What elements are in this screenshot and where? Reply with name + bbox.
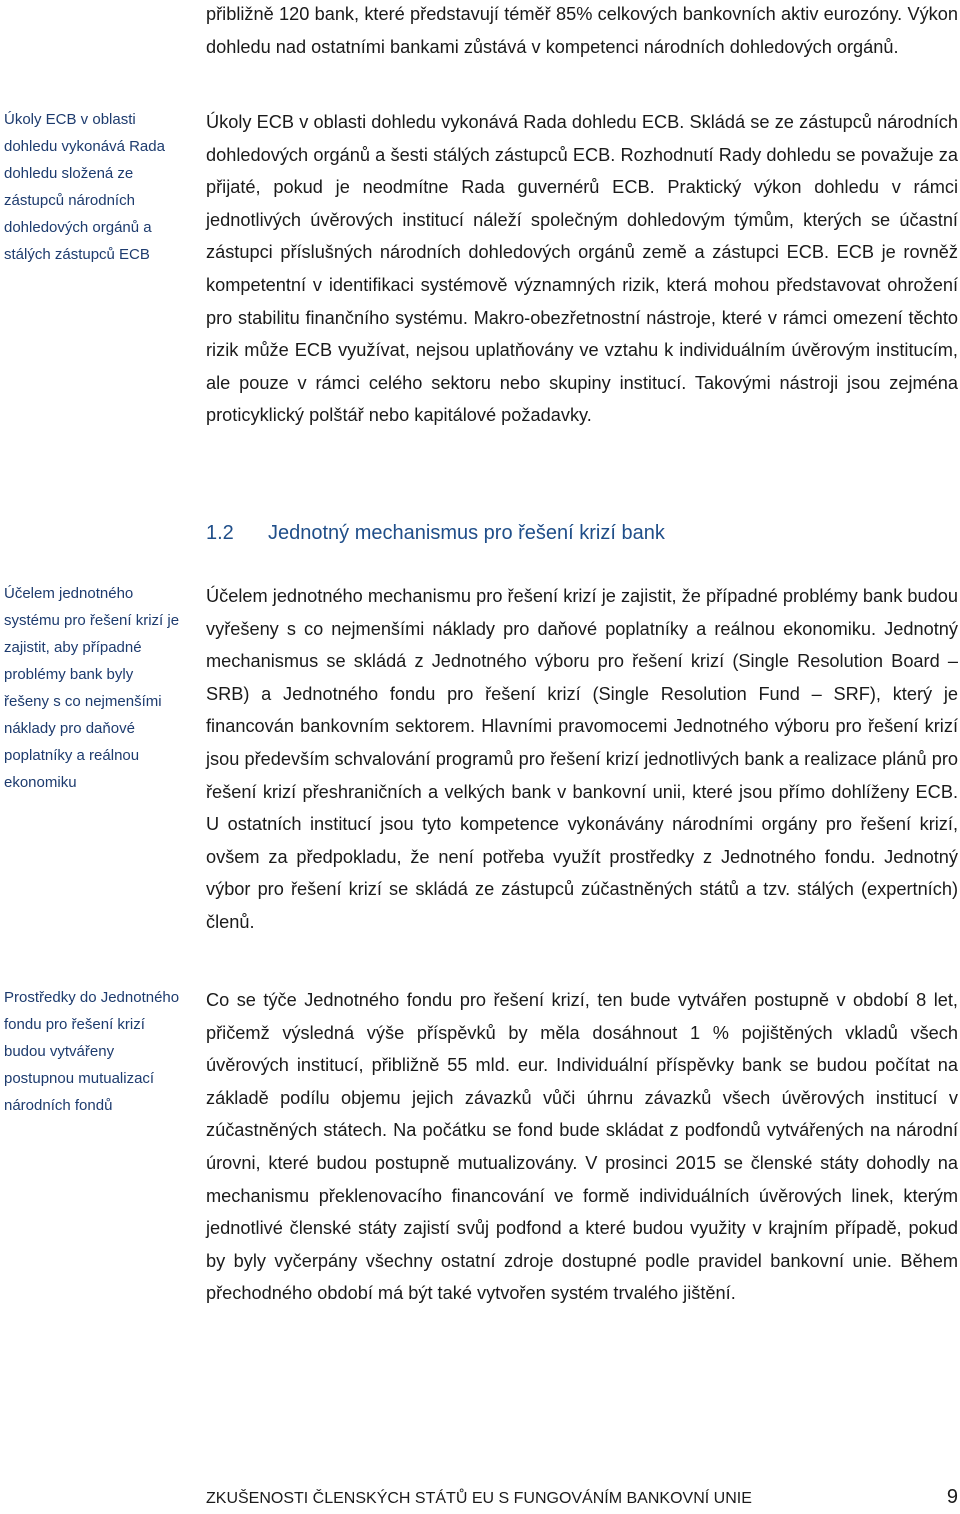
section-title: Jednotný mechanismus pro řešení krizí bank [268, 522, 665, 544]
section-heading [206, 522, 665, 545]
body-paragraph: Účelem jednotného mechanismu pro řešení krizí je zajistit, že případné problémy bank budou vyřešeny s co nejmenšími náklady pro daňové poplatníky a reálnou ekonomiku. Jednotný mechanismus se skládá z Jednotného výboru pro řešení krizí (Single Resolution Board – SRB) a Jednotného fondu pro řešení krizí (Single Resolution Fund – SRF), který je financován bankovním sektorem. Hlavními pravomocemi Jednotného výboru pro řešení krizí jsou především schvalování programů pro řešení krizí jednotlivých bank a realizace plánů pro řešení krizí přeshraničních a velkých bank v bankovní unii, které jsou přímo dohlíženy ECB. U ostatních institucí jsou tyto kompetence vykonávány národními orgány pro řešení krizí, ovšem za předpokladu, že není potřeba využít prostředky z Jednotného fondu. Jednotný výbor pro řešení krizí se skládá ze zástupců zúčastněných států a tzv. stálých (expertních) členů. [206, 586, 958, 932]
body-paragraph-intro-block [206, 0, 958, 63]
sidebar-note-text: Prostředky do Jednotného fondu pro řešení krizí budou vytvářeny postupnou mutualizací národních fondů [4, 989, 180, 1114]
body-paragraph: Co se týče Jednotného fondu pro řešení krizí, ten bude vytvářen postupně v období 8 let, přičemž výsledná výše příspěvků by měla dosáhnout 1 % pojištěných vkladů všech úvěrových institucí, přibližně 55 mld. eur. Individuální příspěvky bank se budou počítat na základě podílu objemu jejich závazků vůči úhrnu závazků všech úvěrových institucí v zúčastněných státech. Na počátku se fond bude skládat z podfondů vytvářených na národní úrovni, které budou postupně mutualizovány. V prosinci 2015 se členské státy dohodly na mechanismu překlenovacího financování ve formě individuálních úvěrových linek, kterým jednotlivé členské státy zajistí svůj podfond a které budou využity v krajním případě, pokud by byly vyčerpány všechny ostatní zdroje dostupné podle pravidel bankovní unie. Během přechodného období má být také vytvořen systém trvalého jištění. [206, 990, 958, 1304]
sidebar-note-text: Úkoly ECB v oblasti dohledu vykonává Rada dohledu složená ze zástupců národních dohledových orgánů a stálých zástupců ECB [4, 111, 165, 263]
sidebar-note-fund [4, 984, 180, 1119]
body-paragraph-board-block [206, 106, 958, 432]
body-paragraph-srm-block [206, 580, 958, 939]
page-footer [206, 1486, 958, 1508]
running-title: ZKUŠENOSTI ČLENSKÝCH STÁTŮ EU S FUNGOVÁNÍM BANKOVNÍ UNIE [206, 1490, 752, 1507]
page-number: 9 [946, 1486, 958, 1508]
section-number: 1.2 [206, 522, 234, 544]
sidebar-note-supervision [4, 106, 180, 268]
body-paragraph: Úkoly ECB v oblasti dohledu vykonává Rada dohledu ECB. Skládá se ze zástupců národních dohledových orgánů a šesti stálých zástupců ECB. Rozhodnutí Rady dohledu se považuje za přijaté, pokud je neodmítne Rada guvernérů ECB. Praktický výkon dohledu v rámci jednotlivých úvěrových institucí náleží společným dohledovým týmům, kterých se účastní zástupci příslušných národních dohledových orgánů země a zástupci ECB. ECB je rovněž kompetentní v identifikaci systémově významných rizik, která mohou představovat ohrožení pro stabilitu finančního systému. Makro-obezřetnostní nástroje, které v rámci omezení těchto rizik může ECB využívat, nejsou uplatňovány ve vztahu k individuálním úvěrovým institucím, ale pouze v rámci celého sektoru nebo skupiny institucí. Takovými nástroji jsou zejména proticyklický polštář nebo kapitálové požadavky. [206, 112, 958, 426]
body-paragraph: přibližně 120 bank, které představují téměř 85% celkových bankovních aktiv eurozóny. Výkon dohledu nad ostatními bankami zůstává v kompetenci národních dohledových orgánů. [206, 4, 958, 57]
body-paragraph-fund-block [206, 984, 958, 1310]
sidebar-note-purpose [4, 580, 180, 796]
sidebar-note-text: Účelem jednotného systému pro řešení krizí je zajistit, aby případné problémy bank byly řešeny s co nejmenšími náklady pro daňové poplatníky a reálnou ekonomiku [4, 585, 180, 791]
